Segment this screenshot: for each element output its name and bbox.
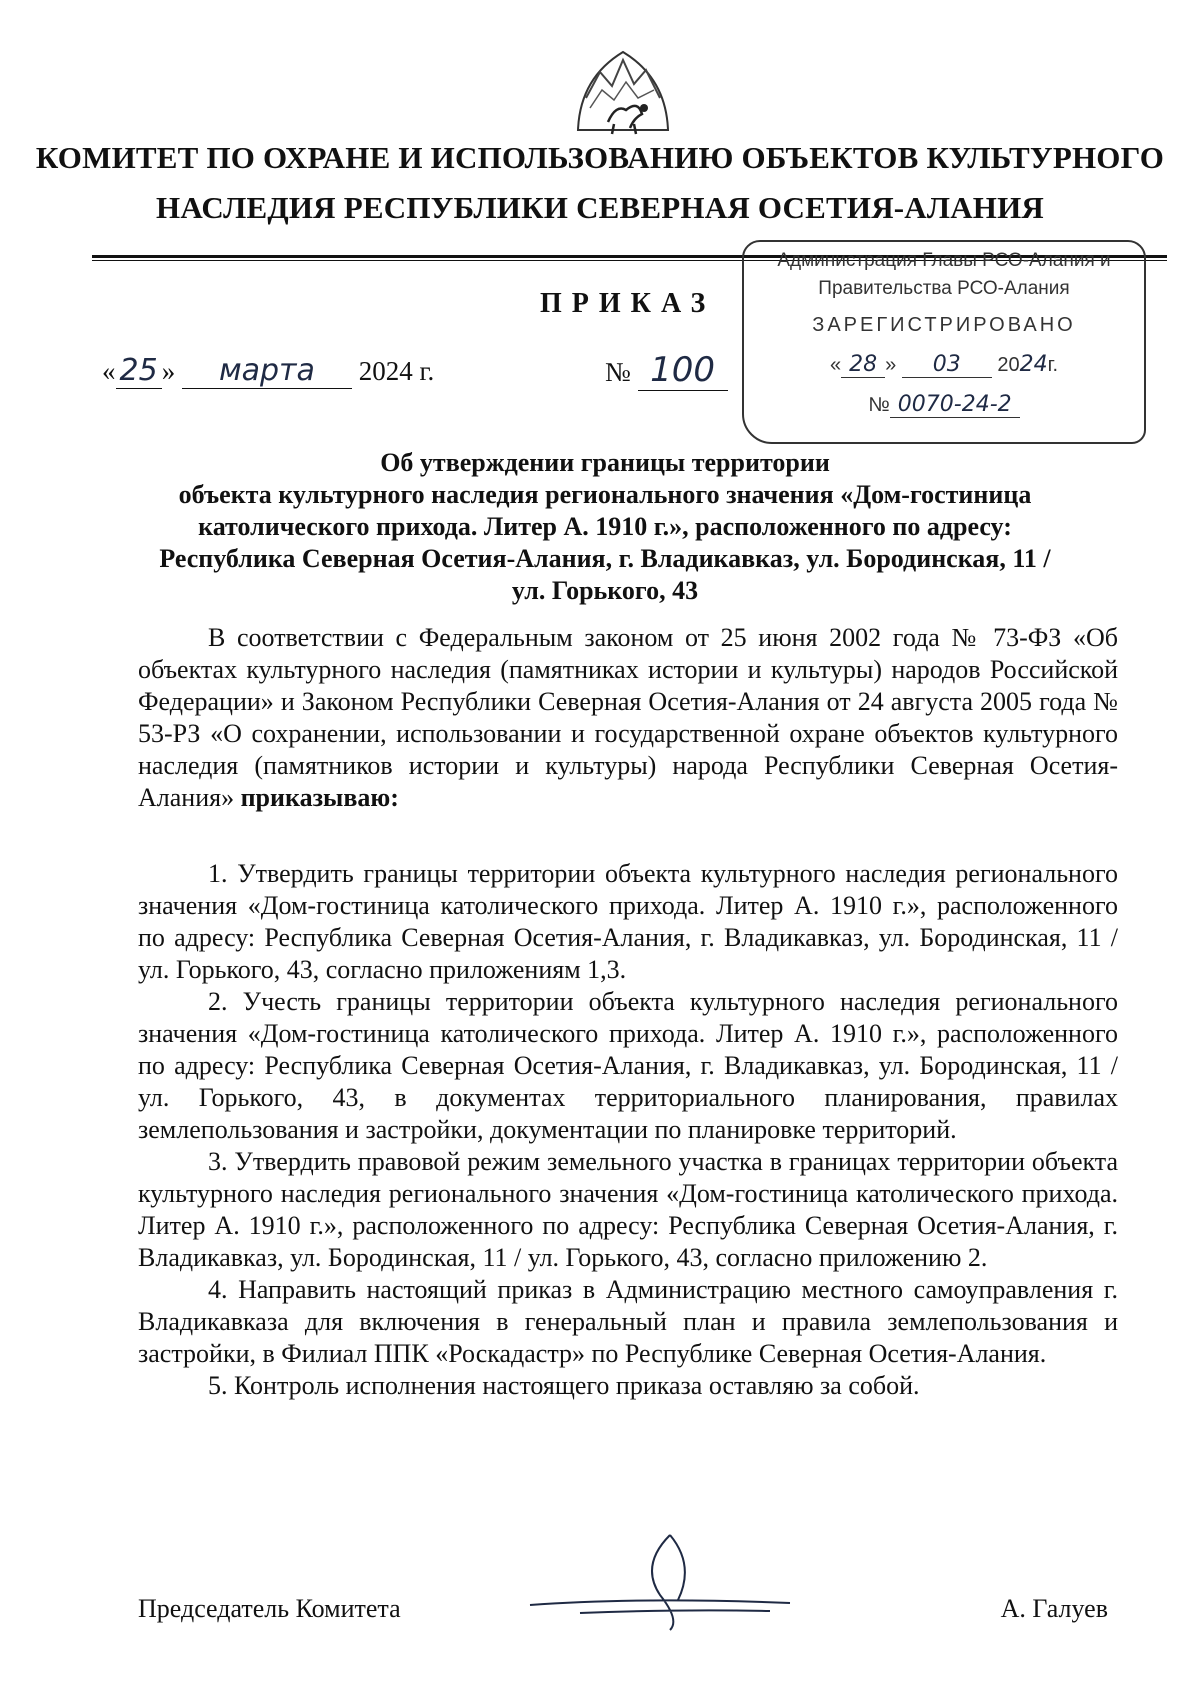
stamp-number-label: № — [868, 394, 890, 416]
stamp-date-month: 03 — [902, 352, 992, 378]
order-number-label: № — [605, 357, 631, 387]
stamp-date-close: » — [885, 354, 897, 376]
stamp-registered-label: ЗАРЕГИСТРИРОВАНО — [812, 314, 1076, 336]
order-subject-heading — [90, 447, 1120, 607]
heading-line-1: Об утверждении границы территории — [380, 448, 830, 477]
org-name-line-1: КОМИТЕТ ПО ОХРАНЕ И ИСПОЛЬЗОВАНИЮ ОБЪЕКТОВ КУЛЬТУРНОГО — [35, 140, 1165, 175]
preamble-text: В соответствии с Федеральным законом от 25 июня 2002 года № 73-ФЗ «Об объектах культурного наследия (памятниках истории и культуры) народов Российской Федерации» и Законом Республики Северная Осетия-Алания от 24 августа 2005 года № 53-РЗ «О сохранении, использовании и государственной охране объектов культурного наследия (памятников истории и культуры) народа Республики Северная Осетия-Алания» — [138, 623, 1118, 812]
order-date-year: 2024 г. — [358, 356, 435, 386]
date-quote-close: » — [161, 356, 176, 386]
stamp-date-year-suffix: 24 — [1019, 352, 1048, 377]
order-number — [605, 350, 728, 391]
heading-line-4: Республика Северная Осетия-Алания, г. Владикавказ, ул. Бородинская, 11 / — [159, 544, 1051, 573]
list-item: 2. Учесть границы территории объекта культурного наследия регионального значения «Дом-гостиница католического прихода. Литер А. 1910 г.», расположенного по адресу: Республика Северная Осетия-Алания, г. Владикавказ, ул. Бородинская, 11 / ул. Горького, 43, в документах территориального планирования, правилах землепользования и застройки, документации по планировке территорий. — [138, 987, 1118, 1144]
signatory-position: Председатель Комитета — [138, 1594, 401, 1623]
stamp-date — [744, 352, 1144, 378]
order-items-list — [138, 858, 1118, 1402]
order-date-line — [102, 353, 572, 393]
stamp-date-open: « — [829, 354, 842, 376]
coat-of-arms-emblem — [568, 38, 678, 138]
stamp-date-year-prefix: 20 — [997, 354, 1020, 376]
heading-line-3: католического прихода. Литер А. 1910 г.», расположенного по адресу: — [198, 512, 1012, 541]
list-item: 5. Контроль исполнения настоящего приказа оставляю за собой. — [208, 1371, 920, 1400]
stamp-date-year-unit: г. — [1047, 354, 1059, 376]
stamp-line-2: Правительства РСО-Алания — [818, 278, 1070, 299]
preamble-paragraph — [138, 622, 1118, 814]
stamp-line-1: Администрация Главы РСО-Алания и — [777, 250, 1111, 271]
preamble-emphasis: приказываю: — [240, 783, 399, 812]
list-item: 1. Утвердить границы территории объекта культурного наследия регионального значения «Дом-гостиница католического прихода. Литер А. 1910 г.», расположенного по адресу: Республика Северная Осетия-Алания, г. Владикавказ, ул. Бородинская, 11 / ул. Горького, 43, согласно приложениям 1,3. — [138, 859, 1118, 984]
stamp-date-day: 28 — [841, 352, 885, 378]
order-date-day: 25 — [116, 353, 162, 389]
handwritten-signature — [520, 1525, 800, 1635]
stamp-number — [744, 392, 1144, 418]
list-item: 4. Направить настоящий приказ в Администрацию местного самоуправления г. Владикавказа для включения в генеральный план и правила землепользования и застройки, в Филиал ППК «Роскадастр» по Республике Северная Осетия-Алания. — [138, 1275, 1118, 1368]
heading-line-2: объекта культурного наследия регионального значения «Дом-гостиница — [178, 480, 1032, 509]
signatory-name: А. Галуев — [1000, 1594, 1108, 1623]
registration-stamp — [742, 240, 1146, 444]
date-quote-open: « — [102, 356, 116, 386]
order-number-value: 100 — [638, 350, 728, 391]
stamp-number-value: 0070-24-2 — [890, 392, 1020, 418]
heading-line-5: ул. Горького, 43 — [511, 576, 699, 605]
order-date-month: марта — [182, 353, 352, 389]
order-title: ПРИКАЗ — [540, 288, 716, 319]
list-item: 3. Утвердить правовой режим земельного участка в границах территории объекта культурного наследия регионального значения «Дом-гостиница католического прихода. Литер А. 1910 г.», расположенного по адресу: Республика Северная Осетия-Алания, г. Владикавказ, ул. Бородинская, 11 / ул. Горького, 43, согласно приложению 2. — [138, 1147, 1118, 1272]
org-name-line-2: НАСЛЕДИЯ РЕСПУБЛИКИ СЕВЕРНАЯ ОСЕТИЯ-АЛАНИЯ — [156, 190, 1044, 225]
